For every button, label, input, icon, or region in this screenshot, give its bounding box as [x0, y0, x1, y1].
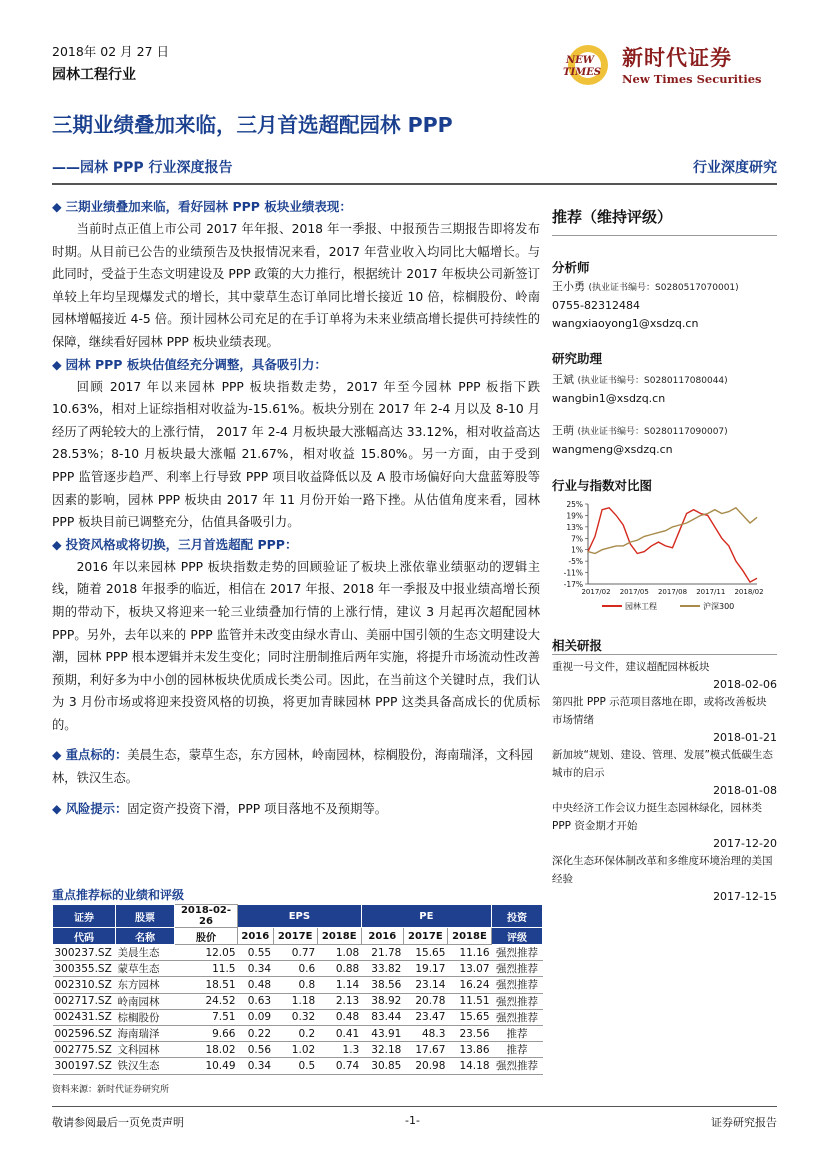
diamond-bullet-icon: ◆	[52, 748, 66, 763]
table-cell: 0.22	[238, 1025, 274, 1041]
analyst-info	[552, 278, 777, 333]
company-logo-sub: New Times Securities	[622, 72, 762, 86]
table-cell: 0.34	[238, 1058, 274, 1074]
table-cell: 0.32	[273, 1009, 317, 1025]
table-header-row-2	[53, 928, 543, 945]
table-cell: 2.13	[317, 993, 361, 1009]
th-eps-2018e: 2018E	[317, 928, 361, 945]
related-research-title[interactable]: 深化生态环保体制改革和多维度环境治理的美国经验	[552, 855, 773, 885]
assistant-1-email[interactable]: wangbin1@xsdzq.cn	[552, 392, 666, 405]
section-2-title: ◆ 园林 PPP 板块估值经充分调整，具备吸引力：	[52, 356, 327, 372]
table-cell: 13.86	[447, 1042, 491, 1058]
table-row	[53, 993, 543, 1009]
table-cell: 13.07	[447, 961, 491, 977]
table-cell: 11.16	[447, 945, 491, 961]
table-cell: 强烈推荐	[492, 945, 543, 961]
table-cell: 002310.SZ	[53, 977, 116, 993]
related-research-date: 2017-12-15	[713, 890, 777, 903]
table-header-row-1	[53, 905, 543, 928]
assistant-2-cert: (执业证书编号：S0280117090007)	[577, 427, 728, 437]
table-cell: 推荐	[492, 1025, 543, 1041]
table-row	[53, 977, 543, 993]
table-cell: 0.41	[317, 1025, 361, 1041]
table-cell: 002596.SZ	[53, 1025, 116, 1041]
table-cell: 强烈推荐	[492, 1058, 543, 1074]
table-cell: 0.74	[317, 1058, 361, 1074]
th-price: 股价	[175, 928, 238, 945]
section-3-title: ◆ 投资风格或将切换，三月首选超配 PPP：	[52, 536, 298, 552]
th-pe-2017e: 2017E	[403, 928, 447, 945]
table-cell: 32.18	[361, 1042, 403, 1058]
footer-report-label: 证券研究报告	[711, 1116, 777, 1129]
x-tick-label: 2018/02	[734, 588, 764, 596]
table-cell: 83.44	[361, 1009, 403, 1025]
table-row	[53, 1009, 543, 1025]
table-cell: 20.98	[403, 1058, 447, 1074]
series-line-landscape	[588, 508, 757, 582]
table-cell: 1.14	[317, 977, 361, 993]
section-2-text: 回顾 2017 年以来园林 PPP 板块指数走势，2017 年至今园林 PPP 板指下跌 10.63%，相对上证综指相对收益为-15.61%。板块分别在 2017 年 2-4 月以及 8-10 月经历了两轮较大的上涨行情， 2017 年 2-4 月板块最大涨幅高达 33.12%，相对收益高达 28.53%；8-10 月板块最大涨幅 21.67%，相对收益 15.80%。另一方面，由于受到 PPP 监管逐步趋严、利率上行导致 PPP 项目收益降低以及 A 股市场偏好向大盘蓝筹股等因素的影响，园林 PPP 板块由 2017 年 11 月份开始一路下挫。从估值角度来看，园林 PPP 板块目前已调整充分，估值具备吸引力。	[52, 379, 540, 530]
analyst-email[interactable]: wangxiaoyong1@xsdzq.cn	[552, 317, 699, 330]
section-1-title: ◆ 三期业绩叠加来临，看好园林 PPP 板块业绩表现：	[52, 199, 352, 214]
table-cell: 0.8	[273, 977, 317, 993]
analyst-name: 王小勇	[552, 280, 585, 293]
table-cell: 铁汉生态	[116, 1058, 175, 1074]
th-code-1: 证券	[53, 905, 116, 928]
table-cell: 美晨生态	[116, 945, 175, 961]
x-tick-label: 2017/02	[581, 588, 611, 596]
table-cell: 岭南园林	[116, 993, 175, 1009]
th-code-2: 代码	[53, 928, 116, 945]
table-cell: 0.55	[238, 945, 274, 961]
table-cell: 7.51	[175, 1009, 238, 1025]
table-cell: 海南瑞泽	[116, 1025, 175, 1041]
company-logo-name: 新时代证券	[622, 45, 732, 70]
table-row	[53, 961, 543, 977]
y-tick-label: -11%	[563, 568, 583, 578]
th-pe: PE	[361, 905, 491, 928]
table-cell: 11.5	[175, 961, 238, 977]
table-cell: 23.56	[447, 1025, 491, 1041]
table-cell: 300355.SZ	[53, 961, 116, 977]
table-cell: 强烈推荐	[492, 993, 543, 1009]
th-name-2: 名称	[116, 928, 175, 945]
diamond-bullet-icon: ◆	[52, 356, 62, 372]
diamond-bullet-icon: ◆	[52, 199, 62, 214]
table-cell: 0.88	[317, 961, 361, 977]
assistant-1-cert: (执业证书编号：S0280117080044)	[577, 376, 728, 386]
x-tick-label: 2017/08	[657, 588, 688, 596]
y-tick-label: 7%	[571, 534, 583, 544]
table-cell: 30.85	[361, 1058, 403, 1074]
legend-label: 沪深300	[703, 602, 735, 611]
table-cell: 23.14	[403, 977, 447, 993]
th-rating-1: 投资	[492, 905, 543, 928]
th-eps-2017e: 2017E	[273, 928, 317, 945]
related-research-title[interactable]: 中央经济工作会议力挺生态园林绿化，园林类 PPP 资金期才开始	[552, 802, 762, 832]
table-cell: 17.67	[403, 1042, 447, 1058]
table-cell: 43.91	[361, 1025, 403, 1041]
table-cell: 0.77	[273, 945, 317, 961]
th-eps-2016: 2016	[238, 928, 274, 945]
table-cell: 0.56	[238, 1042, 274, 1058]
table-cell: 24.52	[175, 993, 238, 1009]
table-cell: 强烈推荐	[492, 1009, 543, 1025]
table-cell: 38.56	[361, 977, 403, 993]
table-cell: 19.17	[403, 961, 447, 977]
table-cell: 10.49	[175, 1058, 238, 1074]
table-cell: 12.05	[175, 945, 238, 961]
table-cell: 文科园林	[116, 1042, 175, 1058]
table-row	[53, 1058, 543, 1074]
table-cell: 0.09	[238, 1009, 274, 1025]
section-3-text: 2016 年以来园林 PPP 板块指数走势的回顾验证了板块上涨依靠业绩驱动的逻辑主线，随着 2018 年报季的临近，相信在 2017 年报、2018 年一季报及中报业绩高增长预期的带动下，板块又将迎来一轮三业绩叠加行情的上涨行情，建议 3 月起再次超配园林 PPP。另外，去年以来的 PPP 监管并未改变由绿水青山、美丽中国引领的生态文明建设大潮，园林 PPP 根本逻辑并未发生变化；同时注册制推后两年实施，将提升市场流动性改善预期，利好多为中小创的园林板块优质成长类公司。因此，在当前这个关键时点，我们认为 3 月份市场或将迎来投资风格的切换，将更加青睐园林 PPP 这类具备高成长的优质标的。	[52, 559, 540, 732]
footer-disclaimer[interactable]: 敬请参阅最后一页免责声明	[52, 1116, 184, 1129]
table-cell: 300197.SZ	[53, 1058, 116, 1074]
rating: 推荐（维持评级）	[552, 208, 673, 226]
related-research-title[interactable]: 新加坡“规划、建设、管理、发展”模式低碳生态城市的启示	[552, 749, 773, 779]
th-price-date: 2018-02-26	[175, 905, 238, 928]
related-research-heading: 相关研报	[552, 638, 603, 653]
header-divider	[52, 183, 777, 185]
table-cell: 强烈推荐	[492, 961, 543, 977]
table-cell: 蒙草生态	[116, 961, 175, 977]
recommendation-table	[52, 904, 543, 1075]
logo-mark-line1: NEW	[566, 55, 594, 66]
table-cell: 0.63	[238, 993, 274, 1009]
logo-mark-line2: TIMES	[563, 67, 602, 78]
table-cell: 20.78	[403, 993, 447, 1009]
key-stocks: ◆ 重点标的：美晨生态，蒙草生态，东方园林，岭南园林，棕榈股份，海南瑞泽，文科园林，铁汉生态。	[52, 748, 534, 786]
table-cell: 0.34	[238, 961, 274, 977]
table-title: 重点推荐标的业绩和评级	[52, 888, 185, 902]
section-1-text: 当前时点正值上市公司 2017 年年报、2018 年一季报、中报预告三期报告即将发布时期。从目前已公告的业绩预告及快报情况来看，2017 年营业收入均同比大幅增长。与此同时，受益于生态文明建设及 PPP 政策的大力推行，根据统计 2017 年板块公司新签订单较上年均呈现爆发式的增长，其中蒙草生态订单同比增长接近 10 倍，棕榈股份、岭南园林增幅接近 4-5 倍。预计园林公司充足的在手订单将为未来业绩高增长提供可持续性的保障，继续看好园林 PPP 板块业绩表现。	[52, 222, 540, 349]
table-cell: 002775.SZ	[53, 1042, 116, 1058]
table-cell: 1.18	[273, 993, 317, 1009]
assistant-2-name: 王萌	[552, 424, 574, 437]
related-research-divider	[552, 654, 777, 655]
table-cell: 33.82	[361, 961, 403, 977]
report-title: 三期业绩叠加来临，三月首选超配园林 PPP	[52, 113, 453, 137]
table-cell: 棕榈股份	[116, 1009, 175, 1025]
y-tick-label: 25%	[566, 500, 583, 509]
report-subtitle: ——园林 PPP 行业深度报告	[52, 160, 233, 176]
related-research-date: 2018-02-06	[713, 678, 777, 691]
company-logo-icon	[560, 40, 620, 90]
table-cell: 1.02	[273, 1042, 317, 1058]
table-cell: 16.24	[447, 977, 491, 993]
assistant-heading: 研究助理	[552, 351, 603, 366]
y-tick-label: 1%	[571, 545, 583, 555]
diamond-bullet-icon: ◆	[52, 801, 66, 816]
rating-divider	[552, 235, 777, 236]
table-cell: 300237.SZ	[53, 945, 116, 961]
table-cell: 0.48	[317, 1009, 361, 1025]
table-cell: 48.3	[403, 1025, 447, 1041]
related-research-date: 2018-01-21	[713, 731, 777, 744]
table-cell: 1.3	[317, 1042, 361, 1058]
assistant-1-name: 王斌	[552, 373, 574, 386]
x-tick-label: 2017/11	[696, 588, 726, 596]
table-cell: 0.6	[273, 961, 317, 977]
footer-divider	[52, 1106, 777, 1107]
page-number: -1-	[405, 1114, 420, 1127]
table-cell: 002431.SZ	[53, 1009, 116, 1025]
table-row	[53, 1042, 543, 1058]
related-research-title[interactable]: 重视一号文件，建议超配园林板块	[552, 661, 710, 673]
diamond-bullet-icon: ◆	[52, 536, 62, 552]
table-row	[53, 945, 543, 961]
related-research-date: 2018-01-08	[713, 784, 777, 797]
table-cell: 21.78	[361, 945, 403, 961]
table-cell: 18.02	[175, 1042, 238, 1058]
chart-title: 行业与指数对比图	[552, 478, 653, 493]
risk-warning: ◆ 风险提示：固定资产投资下滑，PPP 项目落地不及预期等。	[52, 801, 388, 816]
table-row	[53, 1025, 543, 1041]
assistant-2-email[interactable]: wangmeng@xsdzq.cn	[552, 443, 673, 456]
table-cell: 9.66	[175, 1025, 238, 1041]
industry-name: 园林工程行业	[52, 67, 136, 83]
table-cell: 东方园林	[116, 977, 175, 993]
y-tick-label: -5%	[568, 557, 583, 567]
table-cell: 0.5	[273, 1058, 317, 1074]
legend-label: 园林工程	[625, 602, 657, 611]
y-tick-label: 13%	[566, 522, 583, 532]
related-research-title[interactable]: 第四批 PPP 示范项目落地在即，或将改善板块市场情绪	[552, 696, 767, 726]
related-research-date: 2017-12-20	[713, 837, 777, 850]
table-cell: 15.65	[447, 1009, 491, 1025]
table-cell: 11.51	[447, 993, 491, 1009]
sidebar	[552, 206, 777, 459]
th-rating-2: 评级	[492, 928, 543, 945]
table-cell: 002717.SZ	[53, 993, 116, 1009]
table-cell: 强烈推荐	[492, 977, 543, 993]
industry-index-chart	[552, 500, 777, 620]
y-tick-label: -17%	[563, 580, 583, 589]
related-research-list	[552, 658, 777, 905]
analyst-heading: 分析师	[552, 260, 590, 275]
table-cell: 1.08	[317, 945, 361, 961]
y-tick-label: 19%	[566, 511, 583, 521]
th-pe-2018e: 2018E	[447, 928, 491, 945]
table-cell: 15.65	[403, 945, 447, 961]
table-cell: 18.51	[175, 977, 238, 993]
table-cell: 0.48	[238, 977, 274, 993]
table-cell: 38.92	[361, 993, 403, 1009]
table-cell: 推荐	[492, 1042, 543, 1058]
table-cell: 0.2	[273, 1025, 317, 1041]
th-pe-2016: 2016	[361, 928, 403, 945]
th-name-1: 股票	[116, 905, 175, 928]
table-source: 资料来源：新时代证券研究所	[52, 1085, 170, 1095]
assistant-info	[552, 371, 777, 459]
th-eps: EPS	[238, 905, 362, 928]
table-cell: 14.18	[447, 1058, 491, 1074]
x-tick-label: 2017/05	[619, 588, 649, 596]
analyst-phone: 0755-82312484	[552, 299, 640, 312]
analyst-cert: (执业证书编号：S0280517070001)	[588, 283, 739, 293]
summary-body	[52, 196, 540, 820]
report-date: 2018年 02 月 27 日	[52, 44, 170, 59]
report-type: 行业深度研究	[693, 160, 777, 176]
table-cell: 23.47	[403, 1009, 447, 1025]
